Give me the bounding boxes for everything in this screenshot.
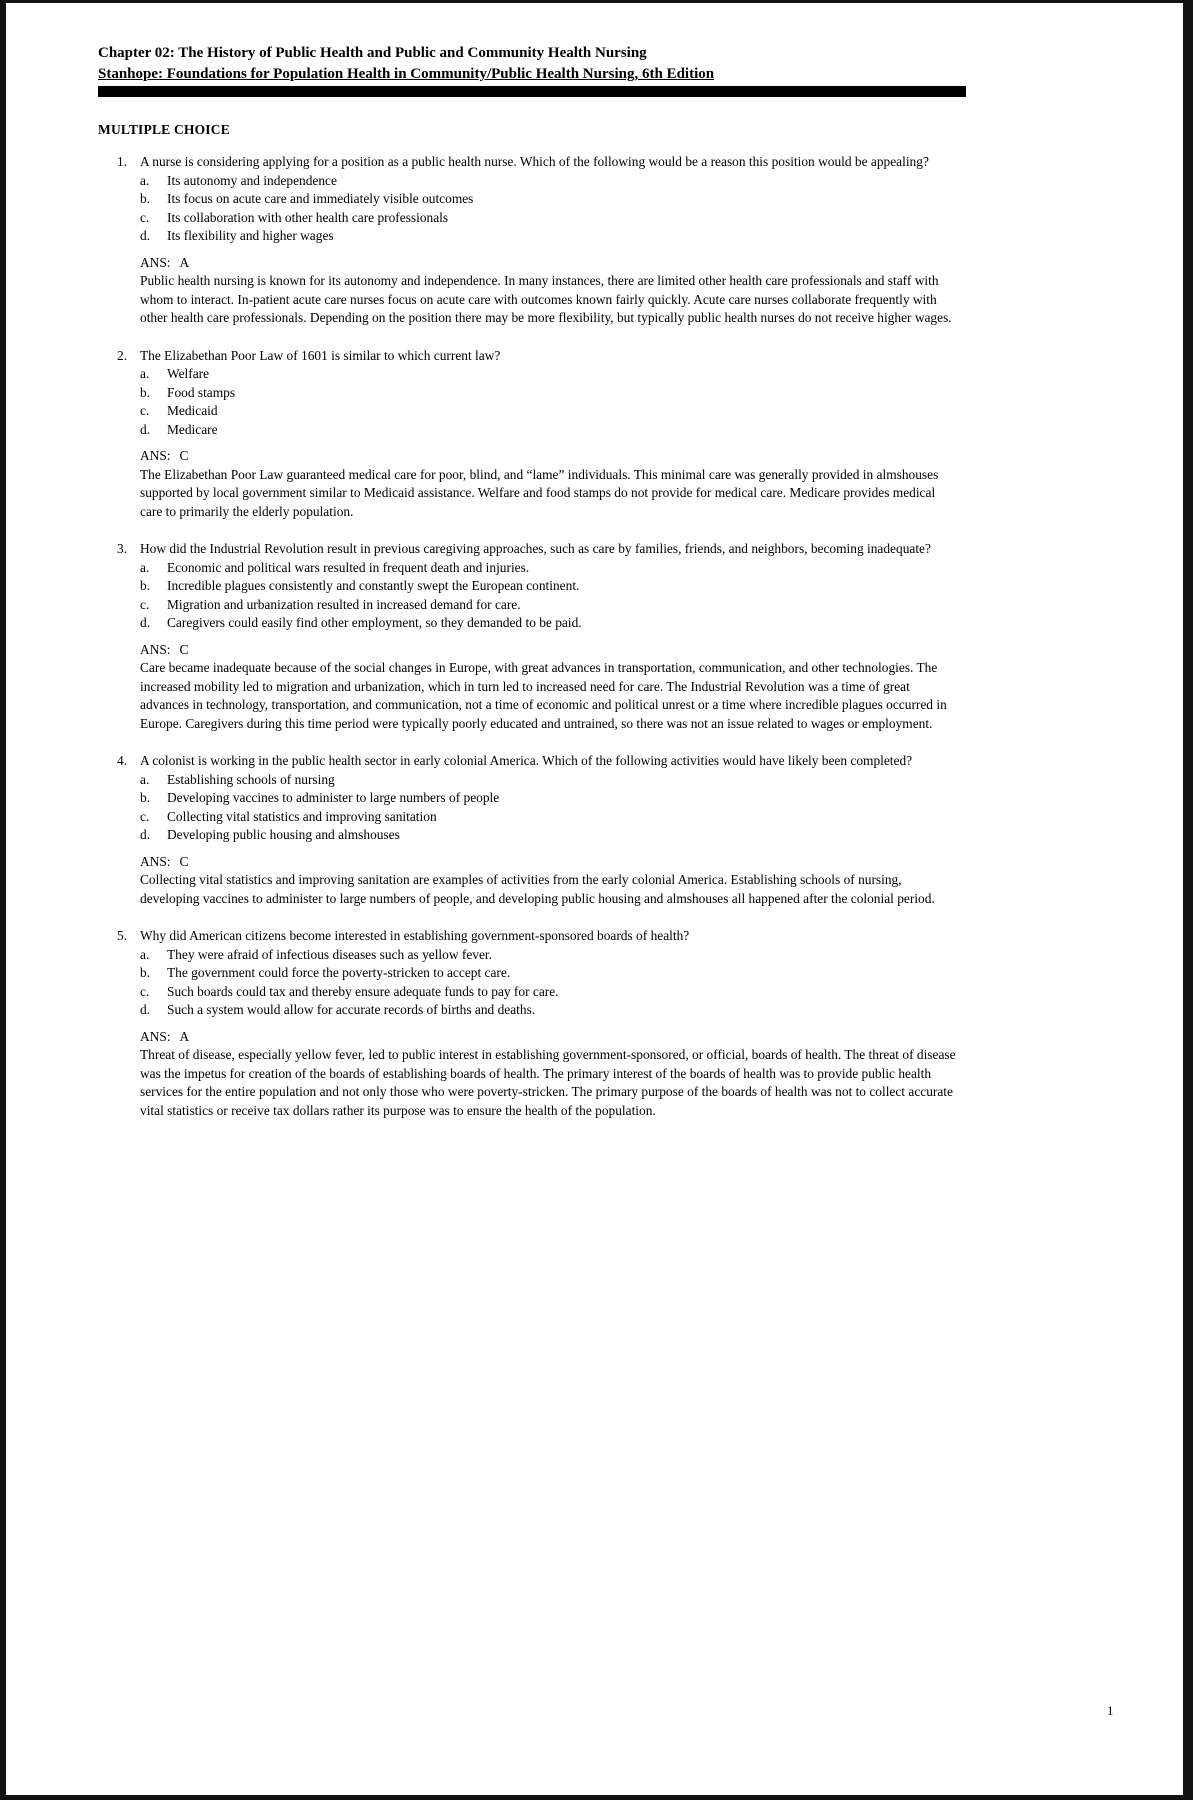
question-number: 1.: [117, 154, 128, 169]
question-number: 2.: [117, 347, 128, 363]
question-list: [98, 153, 966, 1120]
option-a: [140, 946, 955, 965]
rationale: Threat of disease, especially yellow fever, led to public interest in establishing government-sponsored, or official, boards of health. The threat of disease was the impetus for creation of the boards of establishing boards of health. The primary interest of the boards of health was to provide public health services for the entire population and not only those who were poverty-stricken. The primary purpose of the boards of health was not to collect accurate vital statistics or receive tax dollars rather its purpose was to ensure the health of the population.: [140, 1047, 956, 1118]
option-a: [140, 559, 955, 578]
answer-label: ANS:: [140, 254, 171, 270]
option-b: [140, 384, 955, 403]
option-letter: b.: [140, 790, 151, 805]
question-row: [98, 752, 966, 908]
option-text: Caregivers could easily find other employment, so they demanded to be paid.: [167, 615, 582, 630]
option-a: [140, 172, 955, 191]
option-b: [140, 964, 955, 983]
answer-line: [140, 641, 955, 660]
option-letter: c.: [140, 403, 150, 418]
option-letter: b.: [140, 965, 151, 980]
option-d: [140, 614, 955, 633]
option-c: [140, 402, 955, 421]
answer-letter: C: [179, 448, 189, 463]
rationale: Public health nursing is known for its autonomy and independence. In many instances, there are limited other health care professionals and staff with whom to interact. In-patient acute care nurses focus on acute care with outcomes known fairly quickly. Acute care nurses collaborate frequently with other health care professionals. Depending on the position there may be more flexibility, but typically public health nurses do not receive higher wages.: [140, 273, 952, 325]
option-a: [140, 771, 955, 790]
option-letter: d.: [140, 1002, 151, 1017]
rationale: The Elizabethan Poor Law guaranteed medical care for poor, blind, and “lame” individuals. This minimal care was generally provided in almshouses supported by local government similar to Medicaid assistance. Welfare and food stamps do not provide for medical care. Medicare provides medical care to primarily the elderly population.: [140, 466, 939, 519]
option-text: Food stamps: [167, 384, 236, 400]
option-letter: a.: [140, 946, 150, 962]
option-letter: d.: [140, 827, 151, 842]
option-d: [140, 826, 955, 845]
option-text: Collecting vital statistics and improving sanitation: [167, 808, 437, 824]
option-list: [140, 771, 955, 845]
answer-letter: C: [179, 641, 189, 657]
option-letter: b.: [140, 578, 151, 593]
section-title: MULTIPLE CHOICE: [98, 122, 230, 137]
question-3: [98, 540, 966, 733]
question-5: [98, 927, 966, 1120]
option-a: [140, 365, 955, 384]
option-list: [140, 172, 955, 246]
answer-label: ANS:: [140, 853, 171, 869]
question-2: [98, 347, 966, 522]
question-number: 4.: [117, 753, 128, 768]
option-text: Its flexibility and higher wages: [167, 228, 334, 243]
option-letter: c.: [140, 209, 150, 225]
option-letter: c.: [140, 808, 150, 824]
option-c: [140, 209, 955, 228]
option-list: [140, 559, 955, 633]
document-header: [98, 43, 966, 85]
question-row: [98, 153, 966, 328]
option-text: The government could force the poverty-stricken to accept care.: [167, 965, 511, 980]
option-text: Medicaid: [167, 403, 218, 418]
answer-line: [140, 1028, 955, 1047]
option-text: Such boards could tax and thereby ensure adequate funds to pay for care.: [167, 983, 559, 999]
answer-line: [140, 254, 955, 273]
rationale: Collecting vital statistics and improving sanitation are examples of activities from the early colonial America. Establishing schools of nursing, developing vaccines to administer to large numbers of people, and developing public housing and almshouses all happened after the colonial period.: [140, 872, 935, 906]
question-text: How did the Industrial Revolution result in previous caregiving approaches, such as care by families, friends, and neighbors, becoming inadequate?: [140, 541, 931, 556]
question-4: [98, 752, 966, 908]
page-content: [98, 43, 966, 1139]
question-row: [98, 347, 966, 522]
option-letter: d.: [140, 421, 151, 437]
option-letter: d.: [140, 615, 151, 630]
question-text: A nurse is considering applying for a position as a public health nurse. Which of the following would be a reason this position would be appealing?: [140, 154, 929, 169]
question-body: [140, 347, 955, 522]
option-letter: c.: [140, 983, 150, 999]
option-d: [140, 227, 955, 246]
option-text: They were afraid of infectious diseases such as yellow fever.: [167, 946, 492, 962]
option-b: [140, 190, 955, 209]
option-letter: b.: [140, 191, 151, 206]
option-letter: a.: [140, 771, 150, 787]
question-text: The Elizabethan Poor Law of 1601 is similar to which current law?: [140, 347, 501, 363]
option-text: Incredible plagues consistently and constantly swept the European continent.: [167, 578, 580, 593]
answer-label: ANS:: [140, 641, 171, 657]
option-text: Migration and urbanization resulted in increased demand for care.: [167, 596, 521, 612]
option-letter: d.: [140, 228, 151, 243]
option-b: [140, 789, 955, 808]
book-title: Stanhope: Foundations for Population Health in Community/Public Health Nursing, 6th Edition: [98, 66, 715, 82]
option-text: Its collaboration with other health care professionals: [167, 209, 449, 225]
option-text: Its focus on acute care and immediately visible outcomes: [167, 191, 474, 206]
option-text: Establishing schools of nursing: [167, 771, 335, 787]
option-letter: a.: [140, 366, 150, 381]
question-number: 3.: [117, 541, 128, 556]
option-text: Developing public housing and almshouses: [167, 827, 400, 842]
option-text: Economic and political wars resulted in frequent death and injuries.: [167, 559, 530, 575]
answer-line: [140, 853, 955, 872]
question-body: [140, 752, 955, 908]
option-c: [140, 983, 955, 1002]
option-letter: b.: [140, 384, 151, 400]
option-c: [140, 808, 955, 827]
option-d: [140, 1001, 955, 1020]
chapter-title: Chapter 02: The History of Public Health and Public and Community Health Nursing: [98, 45, 647, 61]
question-number: 5.: [117, 928, 128, 943]
answer-label: ANS:: [140, 448, 171, 463]
option-letter: c.: [140, 596, 150, 612]
option-letter: a.: [140, 559, 150, 575]
answer-letter: A: [179, 254, 190, 270]
header-rule: [98, 86, 966, 97]
answer-letter: C: [179, 853, 189, 869]
option-letter: a.: [140, 172, 150, 188]
question-row: [98, 927, 966, 1120]
option-text: Welfare: [167, 366, 210, 381]
option-list: [140, 365, 955, 439]
option-text: Medicare: [167, 421, 218, 437]
answer-letter: A: [179, 1028, 190, 1044]
question-body: [140, 153, 955, 328]
question-row: [98, 540, 966, 733]
option-text: Its autonomy and independence: [167, 172, 337, 188]
option-text: Such a system would allow for accurate records of births and deaths.: [167, 1002, 536, 1017]
page-number: 1: [1107, 1703, 1114, 1718]
answer-label: ANS:: [140, 1028, 171, 1044]
question-text: A colonist is working in the public health sector in early colonial America. Which of the following activities would have likely been completed?: [140, 753, 913, 768]
question-text: Why did American citizens become interested in establishing government-sponsored boards of health?: [140, 928, 690, 943]
option-text: Developing vaccines to administer to large numbers of people: [167, 790, 500, 805]
rationale: Care became inadequate because of the social changes in Europe, with great advances in transportation, communication, and other technologies. The increased mobility led to migration and urbanization, which in turn led to increased need for care. The Industrial Revolution was a time of great advances in technology, transportation, and communication, not a time of economic and political unrest or a time where incredible plagues occurred in Europe. Caregivers during this time period were typically poorly educated and untrained, so there was not an issue related to wages or employment.: [140, 660, 947, 731]
question-body: [140, 927, 955, 1120]
question-body: [140, 540, 955, 733]
option-c: [140, 596, 955, 615]
option-d: [140, 421, 955, 440]
option-b: [140, 577, 955, 596]
option-list: [140, 946, 955, 1020]
question-1: [98, 153, 966, 328]
answer-line: [140, 447, 955, 466]
